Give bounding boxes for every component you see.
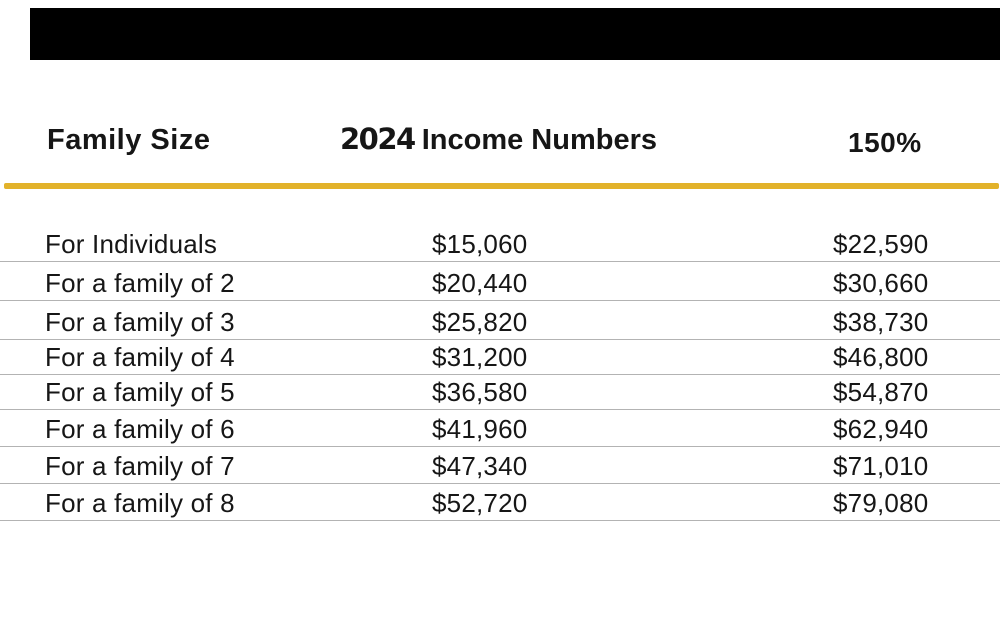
row-150-percent: $79,080 xyxy=(833,487,929,518)
row-150-percent: $46,800 xyxy=(833,341,929,372)
row-income-2024: $15,060 xyxy=(432,228,528,259)
row-label: For a family of 6 xyxy=(45,413,235,444)
header-year: 2024 xyxy=(340,122,415,156)
row-150-percent: $38,730 xyxy=(833,306,929,337)
header-income-label: Income Numbers xyxy=(421,124,658,156)
gold-divider-line xyxy=(4,183,999,189)
table-row xyxy=(0,375,1000,410)
table-row xyxy=(0,301,1000,340)
header-150-percent: 150% xyxy=(848,127,922,158)
row-150-percent: $22,590 xyxy=(833,228,929,259)
row-150-percent: $71,010 xyxy=(833,450,929,481)
row-income-2024: $41,960 xyxy=(432,413,528,444)
row-150-percent: $54,870 xyxy=(833,376,929,407)
row-150-percent: $62,940 xyxy=(833,413,929,444)
header-income-numbers xyxy=(340,122,658,156)
table-row xyxy=(0,447,1000,484)
row-income-2024: $31,200 xyxy=(432,341,528,372)
row-income-2024: $47,340 xyxy=(432,450,528,481)
table-body xyxy=(0,190,1000,521)
row-income-2024: $20,440 xyxy=(432,267,528,298)
table-row xyxy=(0,340,1000,375)
table-row xyxy=(0,410,1000,447)
header-family-size: Family Size xyxy=(47,124,211,156)
table-row xyxy=(0,262,1000,301)
table-row xyxy=(0,484,1000,521)
row-income-2024: $36,580 xyxy=(432,376,528,407)
row-income-2024: $52,720 xyxy=(432,487,528,518)
row-label: For a family of 7 xyxy=(45,450,235,481)
top-black-bar xyxy=(30,8,1000,60)
row-label: For a family of 8 xyxy=(45,487,235,518)
table-row xyxy=(0,190,1000,262)
row-label: For Individuals xyxy=(45,228,218,259)
row-150-percent: $30,660 xyxy=(833,267,929,298)
row-label: For a family of 5 xyxy=(45,376,235,407)
row-label: For a family of 3 xyxy=(45,306,235,337)
row-label: For a family of 2 xyxy=(45,267,235,298)
row-income-2024: $25,820 xyxy=(432,306,528,337)
row-label: For a family of 4 xyxy=(45,341,235,372)
